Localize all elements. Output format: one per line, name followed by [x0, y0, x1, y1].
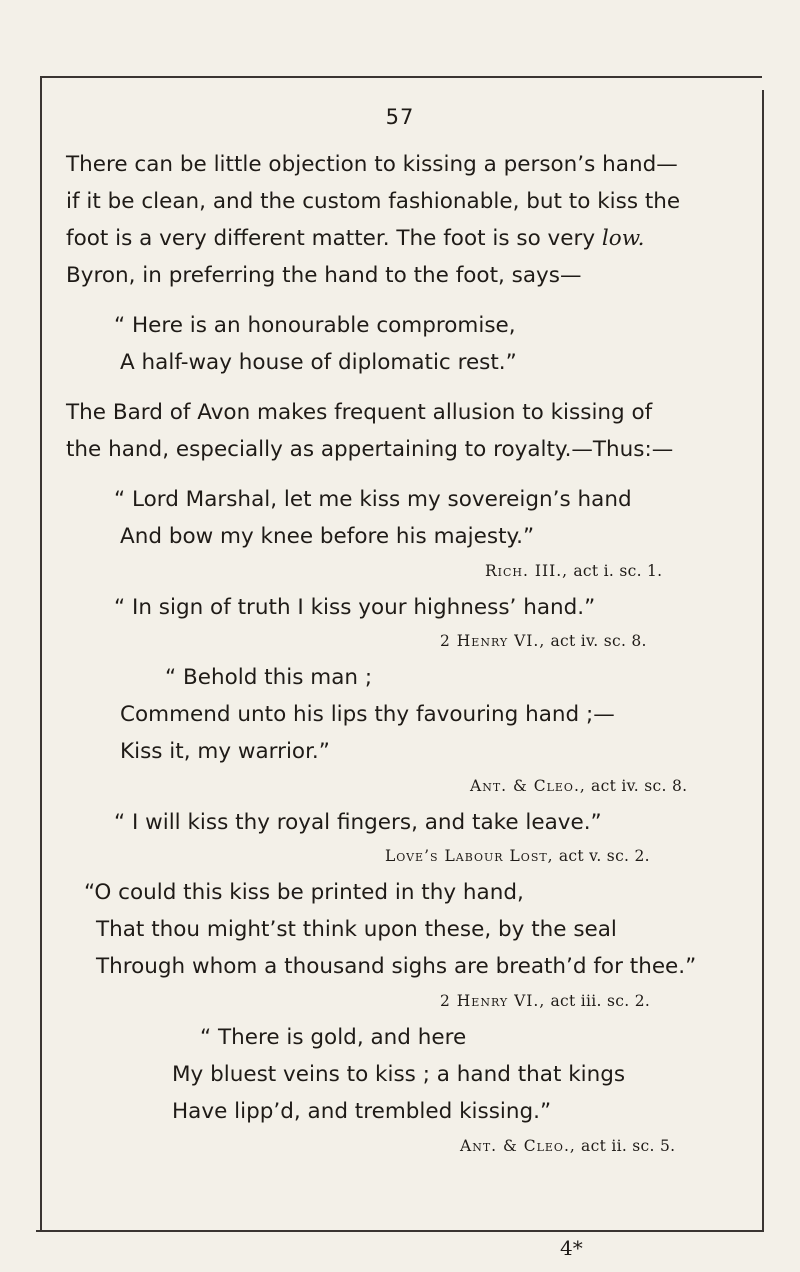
bard-line-2: the hand, especially as appertaining to royalty.—Thus:— [66, 437, 674, 462]
byron-quote-line-1: “ Here is an honourable compromise, [114, 313, 516, 338]
quote-5-line-2: That thou might’st think upon these, by the seal [96, 917, 617, 942]
quote-2-citation: 2 Henry VI., act iv. sc. 8. [440, 632, 647, 650]
intro-line-2: if it be clean, and the custom fashionable, but to kiss the [66, 189, 681, 214]
intro-line-3: foot is a very different matter. The foot is so very low. [66, 226, 645, 251]
quote-5-line-1: “O could this kiss be printed in thy hand, [84, 880, 524, 905]
page-frame-top [40, 76, 762, 78]
quote-1-line-1: “ Lord Marshal, let me kiss my sovereign’s hand [114, 487, 632, 512]
page-frame-right [762, 90, 764, 1230]
quote-1-line-2: And bow my knee before his majesty.” [120, 524, 535, 549]
quote-3-line-1: “ Behold this man ; [165, 665, 373, 690]
byron-quote-line-2: A half-way house of diplomatic rest.” [120, 350, 517, 375]
bard-line-1: The Bard of Avon makes frequent allusion to kissing of [66, 400, 653, 425]
quote-6-citation: Ant. & Cleo., act ii. sc. 5. [460, 1137, 676, 1155]
page-frame-left [40, 76, 42, 1231]
signature-mark: 4* [560, 1236, 583, 1260]
quote-6-line-1: “ There is gold, and here [200, 1025, 467, 1050]
quote-3-line-3: Kiss it, my warrior.” [120, 739, 330, 764]
quote-4-citation: Love’s Labour Lost, act v. sc. 2. [385, 847, 650, 865]
quote-6-line-3: Have lipp’d, and trembled kissing.” [172, 1099, 552, 1124]
quote-6-line-2: My bluest veins to kiss ; a hand that kings [172, 1062, 626, 1087]
quote-5-citation: 2 Henry VI., act iii. sc. 2. [440, 992, 651, 1010]
intro-line-1: There can be little objection to kissing a person’s hand— [66, 152, 678, 177]
intro-line-4: Byron, in preferring the hand to the foot, says— [66, 263, 582, 288]
quote-1-citation: Rich. III., act i. sc. 1. [485, 562, 663, 580]
quote-3-line-2: Commend unto his lips thy favouring hand ;— [120, 702, 615, 727]
quote-3-citation: Ant. & Cleo., act iv. sc. 8. [470, 777, 688, 795]
page-frame-bottom [36, 1230, 764, 1232]
quote-5-line-3: Through whom a thousand sighs are breath’d for thee.” [96, 954, 697, 979]
page-number: 57 [385, 105, 415, 129]
quote-2-line-1: “ In sign of truth I kiss your highness’ hand.” [114, 595, 596, 620]
quote-4-line-1: “ I will kiss thy royal fingers, and take leave.” [114, 810, 602, 835]
